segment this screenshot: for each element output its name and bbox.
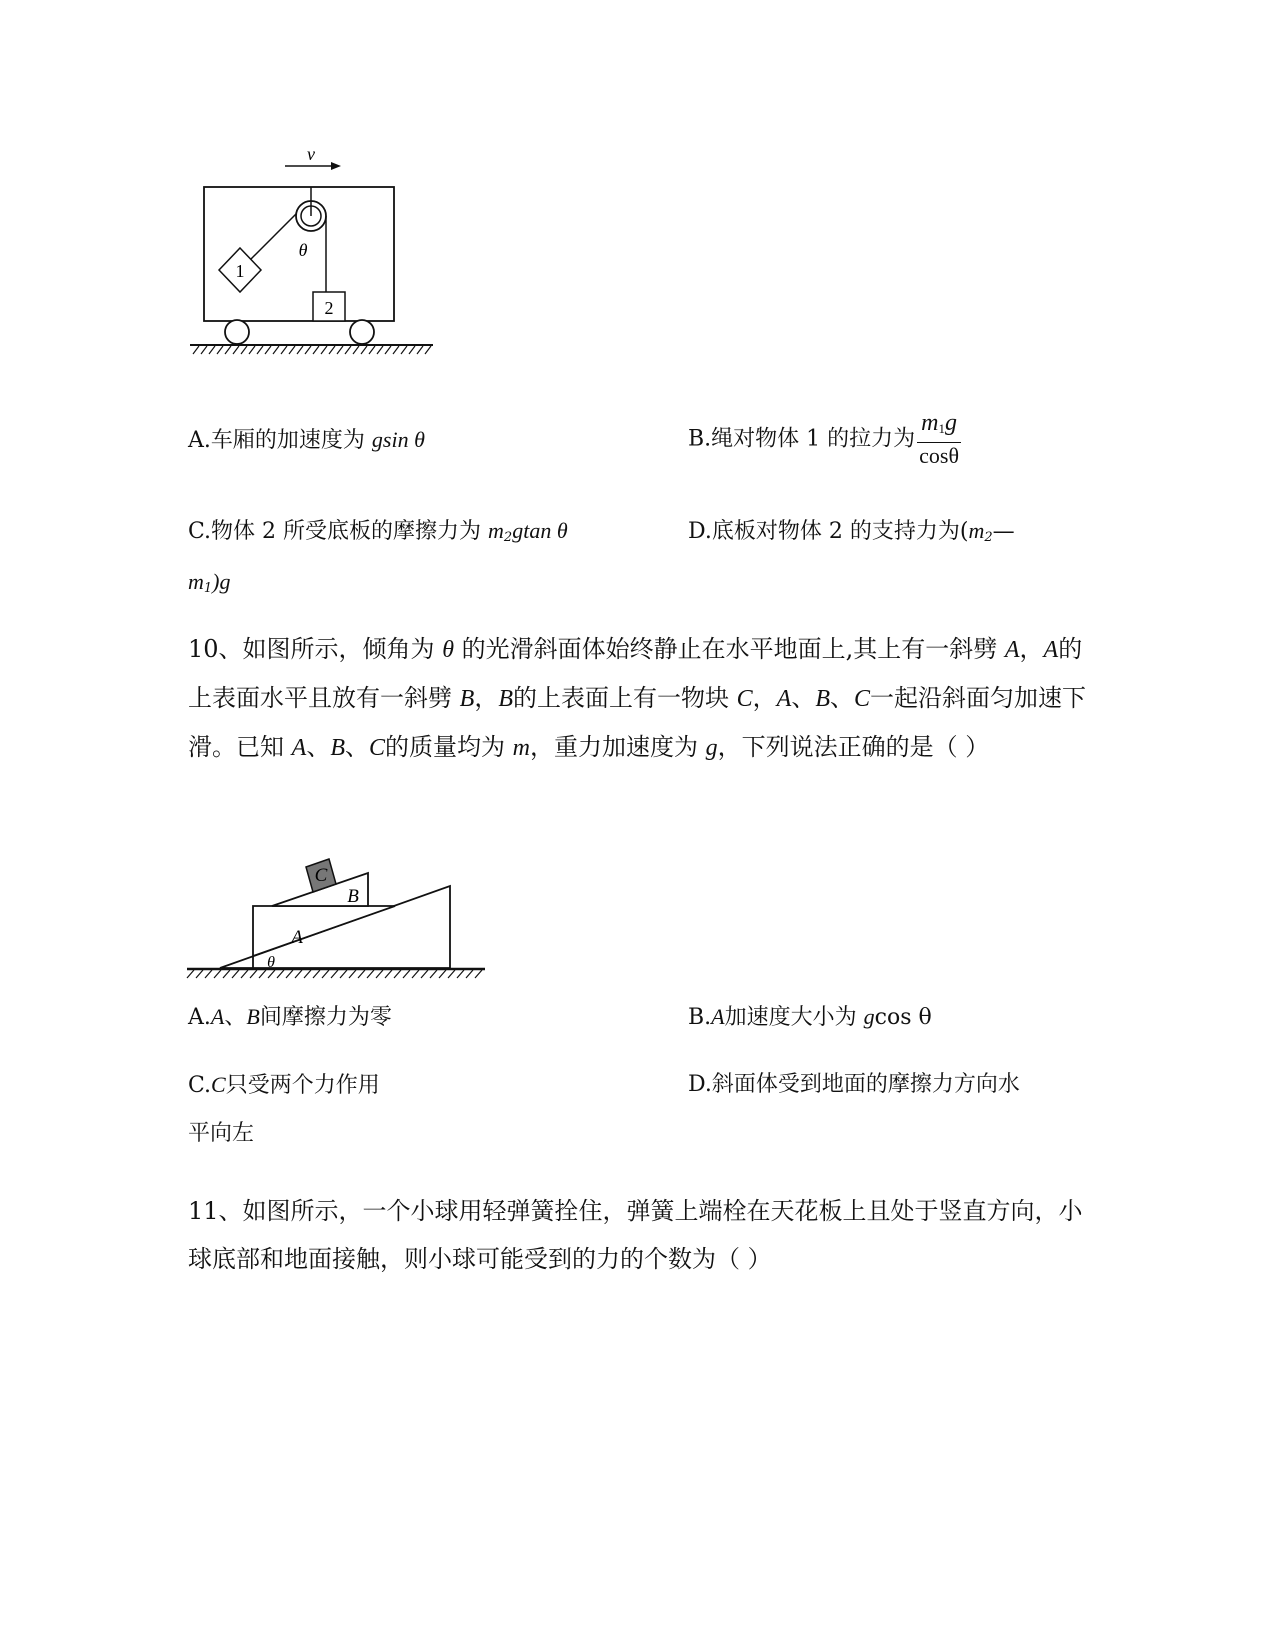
q9-option-c-label: C. — [188, 519, 212, 544]
q11-stem: 11、如图所示，一个小球用轻弹簧拴住，弹簧上端栓在天花板上且处于竖直方向，小球底部和地面接触，则小球可能受到的力的个数为（ ） — [188, 1197, 1083, 1273]
q9-option-d-text: 底板对物体 2 的支持力为( — [711, 519, 969, 544]
block-c-label: C — [314, 865, 328, 886]
q9-option-a — [188, 425, 425, 456]
wedge-b-label: B — [347, 886, 359, 907]
incline-wedges-figure — [185, 840, 495, 990]
q9-option-b-fraction: $\frac{m_1g}{\cos\theta}$ — [919, 410, 960, 468]
q9-option-a-label: A. — [188, 428, 211, 453]
q10-option-c: C.C只受两个力作用 — [188, 1072, 380, 1098]
q9-option-b-label: B. — [688, 426, 712, 452]
q9-option-a-expr: gsin θ — [371, 427, 425, 452]
q10-option-a: A.A、B间摩擦力为零 — [188, 1004, 392, 1030]
q9-option-a-text: 车厢的加速度为 — [210, 428, 372, 453]
theta-label: θ — [298, 240, 308, 260]
wedge-a-label: A — [291, 927, 303, 948]
q10-option-d: D.斜面体受到地面的摩擦力方向水 — [688, 1072, 1020, 1097]
q9-option-d-label: D. — [688, 519, 712, 544]
q10-stem: 10、如图所示，倾角为 θ 的光滑斜面体始终静止在水平地面上,其上有一斜劈 A，A的上表面水平且放有一斜劈 B，B的上表面上有一物块 C，A、B、C一起沿斜面匀加速下滑。已知 A、B、C的质量均为 m，重力加速度为 g，下列说法正确的是（ ） — [188, 635, 1086, 761]
q9-option-b-denominator: cosθ — [919, 443, 960, 468]
q9-option-b — [688, 410, 961, 469]
q9-option-c-expr: gtan θ — [512, 518, 568, 543]
box-2-label: 2 — [324, 298, 334, 318]
box-1-label: 1 — [235, 261, 245, 281]
cart-pulley-figure — [185, 140, 445, 365]
q9-option-d-cont: $m_1)g$ — [188, 569, 231, 596]
q9-option-b-text: 绳对物体 1 的拉力为 — [711, 426, 916, 452]
q9-option-c: C.物体 2 所受底板的摩擦力为 $m_2gtan$ θ — [188, 518, 568, 545]
q10-option-d-cont: 平向左 — [188, 1121, 255, 1146]
q9-option-c-text: 物体 2 所受底板的摩擦力为 — [211, 519, 489, 544]
q9-option-d: D.底板对物体 2 的支持力为($m_2—$ — [688, 518, 1015, 545]
incline-theta-label: θ — [267, 954, 275, 971]
q10-option-b: B.A加速度大小为 gcos θ — [688, 1004, 932, 1030]
velocity-label: v — [307, 144, 315, 164]
